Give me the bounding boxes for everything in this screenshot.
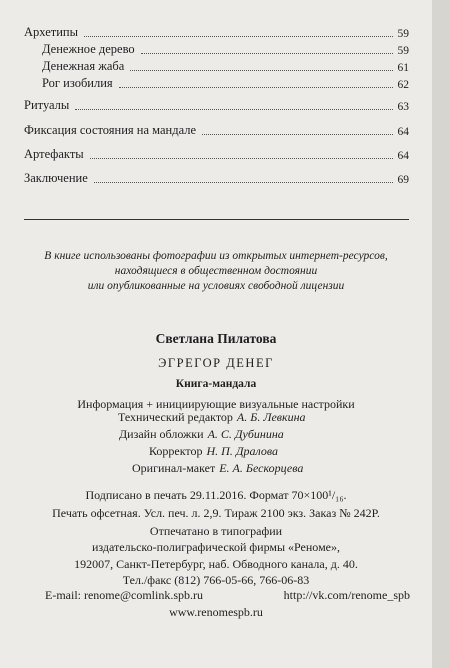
toc-entry-title: Рог изобилия <box>42 76 113 90</box>
toc-entry-page: 59 <box>397 28 409 40</box>
note-line: или опубликованные на условиях свободной лицензии <box>87 280 345 292</box>
toc-entry <box>24 58 409 74</box>
toc-entry <box>24 122 409 138</box>
toc-entry-title: Артефакты <box>24 147 84 161</box>
toc-entry-title: Денежная жаба <box>42 59 125 73</box>
note-line: находящиеся в общественном достоянии <box>114 265 318 277</box>
toc-leader-dots <box>130 70 392 71</box>
toc-leader-dots <box>75 109 392 110</box>
book-subtitle: Книга-мандала <box>175 378 257 390</box>
toc-entry-page: 69 <box>397 174 409 186</box>
toc-entry <box>24 97 409 113</box>
toc-entry-title: Фиксация состояния на мандале <box>24 123 197 137</box>
photo-license-note <box>0 249 432 294</box>
toc-leader-dots <box>84 36 392 37</box>
vk-link: http://vk.com/renome_spb <box>283 588 410 602</box>
toc-entry <box>24 75 409 91</box>
publisher-contacts <box>45 588 410 603</box>
credit-line <box>119 427 284 442</box>
imprint-line: Печать офсетная. Усл. печ. л. 2,9. Тираж 2100 экз. Заказ № 242Р. <box>52 506 380 520</box>
book-description: Информация + инициирующие визуальные настройки <box>77 397 355 411</box>
page-edge <box>432 0 450 668</box>
imprint-line: 192007, Санкт-Петербург, наб. Обводного канала, д. 40. <box>74 557 358 571</box>
book-title: ЭГРЕГОР ДЕНЕГ <box>158 356 274 370</box>
credit-role: Технический редактор <box>118 410 233 424</box>
toc-entry-page: 64 <box>397 126 409 138</box>
credit-line <box>118 410 306 425</box>
toc-leader-dots <box>119 87 393 88</box>
toc-entry-page: 61 <box>397 62 409 74</box>
credit-name: Н. П. Дралова <box>206 444 278 458</box>
email-address: E-mail: renome@comlink.spb.ru <box>45 588 204 602</box>
credit-line <box>149 444 278 459</box>
toc-entry <box>24 146 409 162</box>
note-line: В книге использованы фотографии из открытых интернет-ресурсов, <box>44 250 388 262</box>
toc-leader-dots <box>141 53 393 54</box>
book-author: Светлана Пилатова <box>155 331 277 346</box>
toc-leader-dots <box>94 182 393 183</box>
toc-entry-title: Ритуалы <box>24 98 70 112</box>
toc-leader-dots <box>202 134 392 135</box>
credit-role: Оригинал-макет <box>132 461 216 475</box>
toc-entry-title: Архетипы <box>24 25 79 39</box>
website-address: www.renomespb.ru <box>169 605 263 619</box>
toc-entry-title: Заключение <box>24 171 88 185</box>
credit-name: Е. А. Бескорцева <box>219 461 304 475</box>
imprint-line: Тел./факс (812) 766-05-66, 766-06-83 <box>122 573 310 587</box>
toc-entry-page: 59 <box>397 45 409 57</box>
toc-entry-page: 64 <box>397 150 409 162</box>
divider-rule <box>24 219 409 220</box>
toc-entry-title: Денежное дерево <box>42 42 135 56</box>
toc-leader-dots <box>90 158 393 159</box>
credit-name: А. Б. Левкина <box>236 410 306 424</box>
credit-role: Корректор <box>149 444 203 458</box>
credit-line <box>132 461 303 476</box>
toc-entry-page: 62 <box>397 79 409 91</box>
toc-entry <box>24 170 409 186</box>
credit-name: А. С. Дубинина <box>207 427 284 441</box>
toc-entry <box>24 24 409 40</box>
credit-role: Дизайн обложки <box>119 427 204 441</box>
toc-entry <box>24 41 409 57</box>
imprint-line: Подписано в печать 29.11.2016. Формат 70×100¹/₁₆. <box>85 488 347 502</box>
imprint-line: Отпечатано в типографии <box>149 524 283 538</box>
toc-entry-page: 63 <box>397 101 409 113</box>
imprint-line: издательско-полиграфической фирмы «Реноме», <box>91 540 340 554</box>
